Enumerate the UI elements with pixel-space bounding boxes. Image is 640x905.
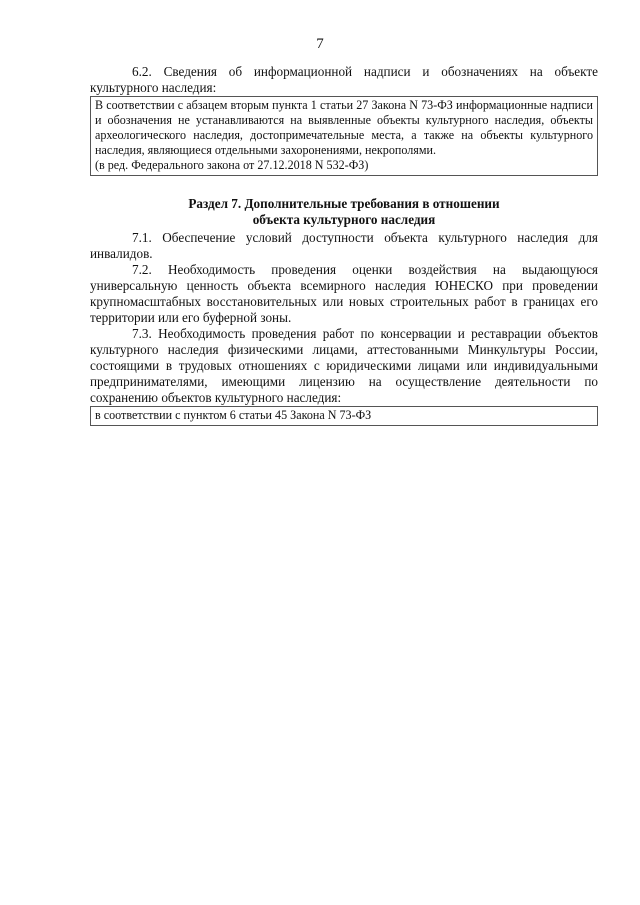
section-7-heading [90,196,598,228]
page-number: 7 [316,36,324,52]
info-box-amendment-note: (в ред. Федерального закона от 27.12.2018 N 532-ФЗ) [95,158,369,172]
section-7-heading-line1: Раздел 7. Дополнительные требования в отношении [188,196,500,211]
info-box-6-2 [90,96,598,176]
info-box-text: В соответствии с абзацем вторым пункта 1 статьи 27 Закона N 73-ФЗ информационные надписи и обозначения не устанавливаются на выявленные объекты культурного наследия, объекты археологического наследия, достопримечательные места, а также на объекты культурного наследия, являющиеся отдельными захоронениями, некрополями. [95,98,593,157]
paragraph-6-2: 6.2. Сведения об информационной надписи и обозначениях на объекте культурного наследия: [90,64,598,95]
info-box-7-3-text: в соответствии с пунктом 6 статьи 45 Закона N 73-ФЗ [95,408,372,422]
paragraph-7-3: 7.3. Необходимость проведения работ по консервации и реставрации объектов культурного наследия физическими лицами, аттестованными Минкультуры России, состоящими в трудовых отношениях с юридическими лицами или индивидуальными предпринимателями, имеющими лицензию на осуществление деятельности по сохранению объектов культурного наследия: [90,326,598,405]
paragraph-7-1: 7.1. Обеспечение условий доступности объекта культурного наследия для инвалидов. [90,230,598,261]
info-box-7-3 [90,406,598,426]
document-body [90,64,598,426]
section-7-heading-line2: объекта культурного наследия [252,212,436,227]
paragraph-7-2: 7.2. Необходимость проведения оценки воздействия на выдающуюся универсальную ценность объекта всемирного наследия ЮНЕСКО при проведении крупномасштабных восстановительных или новых строительных работ в границах его территории или его буферной зоны. [90,262,598,325]
